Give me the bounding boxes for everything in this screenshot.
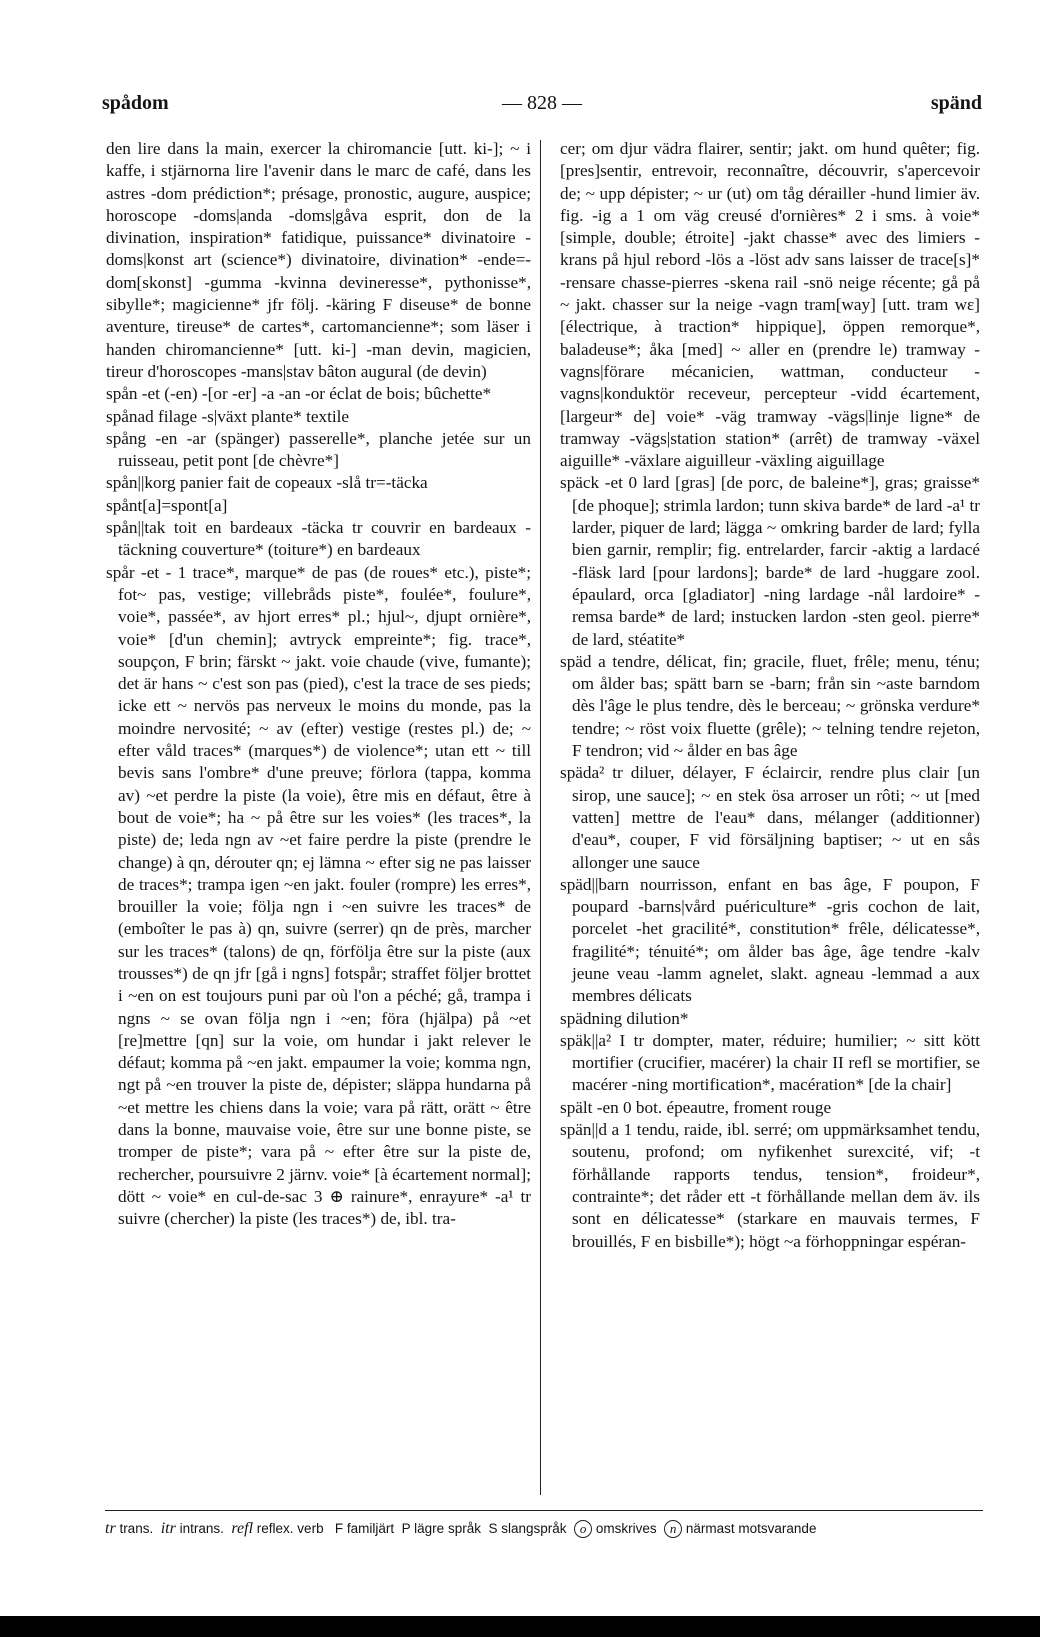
legend-tr: tr <box>105 1520 116 1537</box>
entry: spån||korg panier fait de copeaux -slå tr=-täcka <box>106 473 428 493</box>
legend-F-label: familjärt <box>346 1521 395 1536</box>
legend-refl-label: reflex. verb <box>256 1521 324 1536</box>
left-column <box>106 138 531 1231</box>
legend-refl: refl <box>231 1520 254 1537</box>
column-divider <box>540 140 541 1495</box>
entry: spädning dilution* <box>560 1008 689 1028</box>
entry: spän||d a 1 tendu, raide, ibl. serré; om uppmärksamhet tendu, soutenu, profond; om nyfikenhet surexcité, vif; -t förhållande rapports tendus, tension*, froideur*, contrainte*; det råder ett -t förhållande mellan dem äv. ils sont en délicatesse* (starkare en mauvais termes, F brouillés, F en bisbille*); högt ~a förhoppningar espéran- <box>560 1120 980 1251</box>
legend-S-label: slangspråk <box>501 1521 567 1536</box>
entry: spält -en 0 bot. épeautre, froment rouge <box>560 1097 832 1117</box>
guide-word-right: spänd <box>930 92 982 114</box>
entry: späk||a² I tr dompter, mater, réduire; humilier; ~ sitt kött mortifier (crucifier, macérer) la chair II refl se mortifier, se macérer -ning mortification*, macération* [de la chair] <box>560 1030 980 1095</box>
legend-F: F <box>334 1521 344 1536</box>
circled-n-icon: n <box>664 1520 682 1538</box>
entry: späd||barn nourrisson, enfant en bas âge, F poupon, F poupard -barns|vård puériculture* -gris cochon de lait, porcelet -het gracilité*, constitution* frêle, délicatesse*, fragilité*; ténuité*; om ålder bas âge, âge tendre -kalv jeune veau -lamm agnelet, slakt. agneau -lemmad a aux membres délicats <box>560 874 980 1006</box>
page-header <box>102 92 982 122</box>
legend-S: S <box>488 1521 498 1536</box>
entry: cer; om djur vädra flairer, sentir; jakt. om hund quêter; fig. [pres]sentir, entrevoir, reconnaître, découvrir, s'apercevoir de; ~ upp dépister; ~ ur (ut) om tåg dérailler -hund limier äv. fig. -ig a 1 om väg creusé d'ornières* 2 i sms. à voie* [simple, double; étroite] -jakt chasse* avec des limiers -krans på hjul rebord -lös a -löst adv sans laisser de trace[s]* -rensare chasse-pierres -skena rail -snö neige récente; gå på ~ jakt. chasser sur la neige -vagn tram[way] [utt. tram wɛ] [électrique, à traction* hippique], öppen remorque*, baladeuse*; åka [med] ~ aller en (prendre le) tramway -vagns|förare mécanicien, wattman, conducteur -vagns|konduktör receveur, percepteur -vidd écartement, [largeur* de] voie* -väg tramway -vägs|linje ligne* de tramway -vägs|station station* (arrêt) de tramway -växel aiguille* -växlare aiguilleur -växling aiguillage <box>560 139 980 471</box>
entry: späd a tendre, délicat, fin; gracile, fluet, frêle; menu, ténu; om ålder bas; spätt barn se -barn; från sin ~aste barndom dès l'âge le plus tendre, dès le berceau; ~ grönska verdure* tendre; ~ röst voix fluette (grêle); ~ telning tendre rejeton, F tendron; vid ~ ålder en bas âge <box>560 651 980 761</box>
circled-o-icon: o <box>574 1520 592 1538</box>
entry: spån -et (-en) -[or -er] -a -an -or éclat de bois; bûchette* <box>106 384 492 404</box>
entry: spång -en -ar (spänger) passerelle*, planche jetée sur un ruisseau, petit pont [de chèvre*] <box>106 428 531 471</box>
guide-word-left: spådom <box>102 92 169 114</box>
page-number: — 828 — <box>502 92 582 114</box>
abbreviation-legend <box>105 1520 983 1538</box>
entry: späda² tr diluer, délayer, F éclaircir, rendre plus clair [un sirop, une sauce]; ~ en stek ösa arroser un rôti; ~ ut [med vatten] mettre de l'eau* dans, mélanger (additionner) d'eau*, couper, F vid försäljning baptiser; ~ ut en sås allonger une sauce <box>560 763 980 872</box>
right-column <box>560 138 980 1253</box>
legend-o-label: omskrives <box>595 1521 657 1536</box>
legend-itr-label: intrans. <box>179 1521 224 1536</box>
entry: den lire dans la main, exercer la chiromancie [utt. ki-]; ~ i kaffe, i stjärnorna lire l'avenir dans le marc de café, dans les astres -dom prédiction*; présage, pronostic, augure, auspice; horoscope -doms|anda -doms|gåva esprit, don de la divination, inspiration* fatidique, puissance* divinatoire -doms|konst art (science*) divinatoire, divination* -ende=-dom[skonst] -gumma -kvinna devineresse*, pythonisse*, sibylle*; magicienne* jfr följ. -käring F diseuse* de bonne aventure, tireuse* de cartes*, cartomancienne*; som läser i handen chiromancienne* [utt. ki-] -man devin, magicien, tireur d'horoscopes -mans|stav bâton augural (de devin) <box>106 139 531 381</box>
entry: spånad filage -s|växt plante* textile <box>106 406 350 426</box>
legend-tr-label: trans. <box>119 1521 154 1536</box>
entry: spår -et - 1 trace*, marque* de pas (de roues* etc.), piste*; fot~ pas, vestige; villebråds piste*, foulée*, foulure*, voie*, passée*, av hjort erres* pl.; hjul~, djupt ornière*, voie* [d'un chemin]; avtryck empreinte*; fig. trace*, soupçon, F brin; färskt ~ jakt. voie chaude (vive, fumante); det är hans ~ c'est son pas (pied), c'est la trace de ses pieds; icke ett ~ nervös pas nerveux le moins du monde, pas la moindre nervosité; ~ av (efter) vestige (restes pl.) de; ~ efter våld traces* (marques*) de violence*; utan ett ~ till bevis sans l'ombre* d'une preuve; förlora (tappa, komma av) ~et perdre la piste (la voie), être mis en défaut, être à bout de voie*; ha ~ på être sur les voies* (les traces*, la piste) de; leda ngn av ~et faire perdre la piste (prendre le change) à qn, dérouter qn; ej lämna ~ efter sig ne pas laisser de traces*; trampa igen ~en jakt. fouler (rompre) les erres*, brouiller la voie; följa ngn i ~en suivre les traces* de (emboîter le pas à) qn, suivre (serrer) qn de près, marcher sur les traces* (talons) de qn, förfölja être sur la piste (aux trousses*) de qn jfr [gå i ngns] fotspår; straffet följer brottet i ~en on est toujours puni par où l'on a péché; gå, trampa i ngns ~ se ovan följa ngn i ~en; föra (hjälpa) på ~et [re]mettre [qn] sur la voie, om hundar i jakt relever le défaut; komma på ~en jakt. empaumer la voie; komma ngn, ngt på ~en trouver la piste de, dépister; släppa hundarna på ~et mettre les chiens dans la voie; vara på rätt, orätt ~ être dans la bonne, mauvaise voie, être sur une bonne piste, se tromper de piste*; vara på ~ efter être sur la piste de, rechercher, poursuivre 2 järnv. voie* [à écartement normal]; dött ~ voie* en cul-de-sac 3 ⊕ rainure*, enrayure* -a¹ tr suivre (chercher) la piste (les traces*) de, ibl. tra- <box>106 562 531 1229</box>
entry: spånt[a]=spont[a] <box>106 495 228 515</box>
legend-P-label: lägre språk <box>414 1521 481 1536</box>
entry: spån||tak toit en bardeaux -täcka tr couvrir en bardeaux -täckning couverture* (toiture*) en bardeaux <box>106 518 531 560</box>
scan-bottom-edge <box>0 1616 1040 1637</box>
footer-rule <box>105 1510 983 1511</box>
entry: späck -et 0 lard [gras] [de porc, de baleine*], gras; graisse* [de phoque]; strimla lardon; tunn skiva barde* de lard -a¹ tr larder, piquer de lard; lägga ~ omkring barder de lard; fylla bien garnir, remplir; fig. entrelarder, farcir -aktig a lardacé -fläsk lard [pour lardons]; barde* de lard -huggare zool. épaulard, orca [gladiator] -ning lardage -nål lardoire* -remsa barde* de lard; instucken lardon -sten geol. pierre* de lard, stéatite* <box>560 473 980 649</box>
legend-P: P <box>401 1521 411 1536</box>
legend-itr: itr <box>160 1520 176 1537</box>
legend-n-label: närmast motsvarande <box>685 1521 817 1536</box>
